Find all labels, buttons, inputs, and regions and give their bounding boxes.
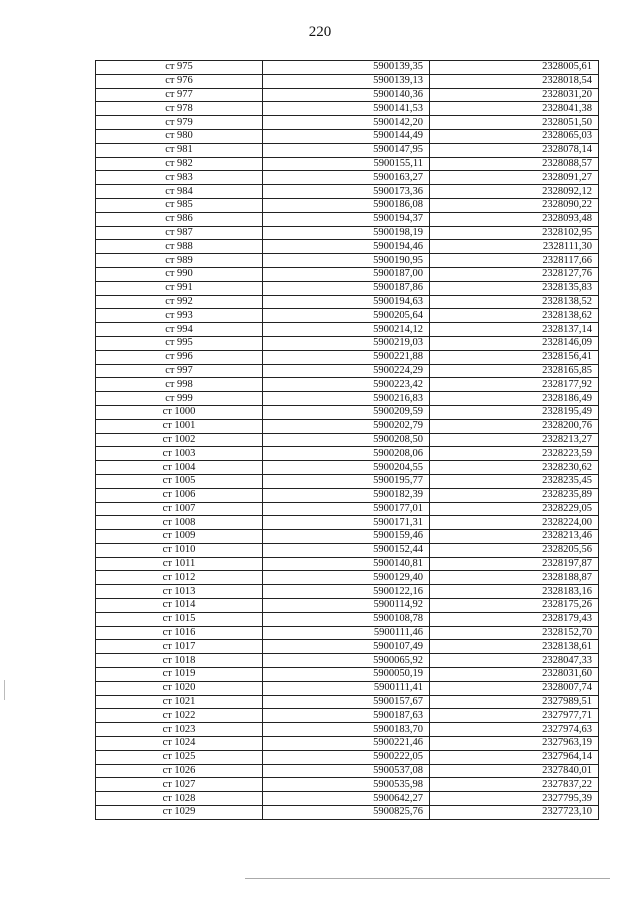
table-row <box>96 654 599 668</box>
y-coordinate-cell: 2328078,14 <box>430 143 599 157</box>
y-coordinate-cell: 2328146,09 <box>430 336 599 350</box>
table-row <box>96 102 599 116</box>
x-coordinate-cell: 5900050,19 <box>263 668 430 682</box>
table-row <box>96 116 599 130</box>
point-name-cell: ст 1005 <box>96 474 263 488</box>
table-row <box>96 571 599 585</box>
point-name-cell: ст 982 <box>96 157 263 171</box>
y-coordinate-cell: 2328188,87 <box>430 571 599 585</box>
table-row <box>96 226 599 240</box>
x-coordinate-cell: 5900139,35 <box>263 61 430 75</box>
y-coordinate-cell: 2328223,59 <box>430 447 599 461</box>
y-coordinate-cell: 2327723,10 <box>430 806 599 820</box>
x-coordinate-cell: 5900173,36 <box>263 185 430 199</box>
x-coordinate-cell: 5900171,31 <box>263 516 430 530</box>
point-name-cell: ст 984 <box>96 185 263 199</box>
point-name-cell: ст 992 <box>96 295 263 309</box>
table-row <box>96 61 599 75</box>
x-coordinate-cell: 5900219,03 <box>263 336 430 350</box>
x-coordinate-cell: 5900537,08 <box>263 764 430 778</box>
point-name-cell: ст 1015 <box>96 612 263 626</box>
table-row <box>96 792 599 806</box>
x-coordinate-cell: 5900187,86 <box>263 281 430 295</box>
x-coordinate-cell: 5900222,05 <box>263 750 430 764</box>
y-coordinate-cell: 2328205,56 <box>430 543 599 557</box>
y-coordinate-cell: 2327977,71 <box>430 709 599 723</box>
x-coordinate-cell: 5900159,46 <box>263 530 430 544</box>
x-coordinate-cell: 5900216,83 <box>263 392 430 406</box>
table-row <box>96 185 599 199</box>
point-name-cell: ст 975 <box>96 61 263 75</box>
y-coordinate-cell: 2328197,87 <box>430 557 599 571</box>
table-row <box>96 198 599 212</box>
x-coordinate-cell: 5900141,53 <box>263 102 430 116</box>
point-name-cell: ст 1012 <box>96 571 263 585</box>
table-row <box>96 254 599 268</box>
table-row <box>96 764 599 778</box>
table-row <box>96 295 599 309</box>
x-coordinate-cell: 5900114,92 <box>263 599 430 613</box>
table-row <box>96 488 599 502</box>
table-row <box>96 626 599 640</box>
x-coordinate-cell: 5900107,49 <box>263 640 430 654</box>
point-name-cell: ст 1000 <box>96 405 263 419</box>
point-name-cell: ст 1019 <box>96 668 263 682</box>
x-coordinate-cell: 5900111,46 <box>263 626 430 640</box>
y-coordinate-cell: 2328117,66 <box>430 254 599 268</box>
y-coordinate-cell: 2328156,41 <box>430 350 599 364</box>
x-coordinate-cell: 5900140,36 <box>263 88 430 102</box>
point-name-cell: ст 1024 <box>96 737 263 751</box>
point-name-cell: ст 994 <box>96 323 263 337</box>
point-name-cell: ст 1026 <box>96 764 263 778</box>
x-coordinate-cell: 5900183,70 <box>263 723 430 737</box>
y-coordinate-cell: 2328091,27 <box>430 171 599 185</box>
table-row <box>96 143 599 157</box>
table-row <box>96 88 599 102</box>
table-row <box>96 392 599 406</box>
point-name-cell: ст 979 <box>96 116 263 130</box>
point-name-cell: ст 997 <box>96 364 263 378</box>
table-row <box>96 543 599 557</box>
y-coordinate-cell: 2328195,49 <box>430 405 599 419</box>
y-coordinate-cell: 2328186,49 <box>430 392 599 406</box>
x-coordinate-cell: 5900205,64 <box>263 309 430 323</box>
point-name-cell: ст 988 <box>96 240 263 254</box>
table-row <box>96 599 599 613</box>
y-coordinate-cell: 2328138,61 <box>430 640 599 654</box>
table-row <box>96 433 599 447</box>
y-coordinate-cell: 2328175,26 <box>430 599 599 613</box>
point-name-cell: ст 985 <box>96 198 263 212</box>
y-coordinate-cell: 2328092,12 <box>430 185 599 199</box>
x-coordinate-cell: 5900190,95 <box>263 254 430 268</box>
table-row <box>96 309 599 323</box>
y-coordinate-cell: 2328229,05 <box>430 502 599 516</box>
x-coordinate-cell: 5900155,11 <box>263 157 430 171</box>
point-name-cell: ст 987 <box>96 226 263 240</box>
table-row <box>96 612 599 626</box>
point-name-cell: ст 976 <box>96 74 263 88</box>
y-coordinate-cell: 2328213,27 <box>430 433 599 447</box>
x-coordinate-cell: 5900209,59 <box>263 405 430 419</box>
y-coordinate-cell: 2328088,57 <box>430 157 599 171</box>
point-name-cell: ст 977 <box>96 88 263 102</box>
y-coordinate-cell: 2327840,01 <box>430 764 599 778</box>
point-name-cell: ст 1027 <box>96 778 263 792</box>
x-coordinate-cell: 5900204,55 <box>263 461 430 475</box>
y-coordinate-cell: 2328031,60 <box>430 668 599 682</box>
point-name-cell: ст 983 <box>96 171 263 185</box>
table-row <box>96 129 599 143</box>
x-coordinate-cell: 5900223,42 <box>263 378 430 392</box>
y-coordinate-cell: 2327795,39 <box>430 792 599 806</box>
x-coordinate-cell: 5900177,01 <box>263 502 430 516</box>
x-coordinate-cell: 5900152,44 <box>263 543 430 557</box>
x-coordinate-cell: 5900642,27 <box>263 792 430 806</box>
y-coordinate-cell: 2328224,00 <box>430 516 599 530</box>
y-coordinate-cell: 2328138,62 <box>430 309 599 323</box>
x-coordinate-cell: 5900163,27 <box>263 171 430 185</box>
x-coordinate-cell: 5900157,67 <box>263 695 430 709</box>
x-coordinate-cell: 5900186,08 <box>263 198 430 212</box>
x-coordinate-cell: 5900221,88 <box>263 350 430 364</box>
point-name-cell: ст 1007 <box>96 502 263 516</box>
table-row <box>96 723 599 737</box>
x-coordinate-cell: 5900194,63 <box>263 295 430 309</box>
table-row <box>96 530 599 544</box>
y-coordinate-cell: 2328090,22 <box>430 198 599 212</box>
x-coordinate-cell: 5900187,63 <box>263 709 430 723</box>
point-name-cell: ст 978 <box>96 102 263 116</box>
y-coordinate-cell: 2328213,46 <box>430 530 599 544</box>
table-row <box>96 640 599 654</box>
table-row <box>96 585 599 599</box>
table-row <box>96 474 599 488</box>
x-coordinate-cell: 5900194,46 <box>263 240 430 254</box>
point-name-cell: ст 989 <box>96 254 263 268</box>
x-coordinate-cell: 5900194,37 <box>263 212 430 226</box>
y-coordinate-cell: 2327837,22 <box>430 778 599 792</box>
table-row <box>96 502 599 516</box>
point-name-cell: ст 1013 <box>96 585 263 599</box>
point-name-cell: ст 1017 <box>96 640 263 654</box>
point-name-cell: ст 998 <box>96 378 263 392</box>
x-coordinate-cell: 5900140,81 <box>263 557 430 571</box>
x-coordinate-cell: 5900208,50 <box>263 433 430 447</box>
table-row <box>96 323 599 337</box>
y-coordinate-cell: 2328230,62 <box>430 461 599 475</box>
point-name-cell: ст 1025 <box>96 750 263 764</box>
point-name-cell: ст 1016 <box>96 626 263 640</box>
table-row <box>96 516 599 530</box>
table-row <box>96 419 599 433</box>
point-name-cell: ст 1006 <box>96 488 263 502</box>
x-coordinate-cell: 5900221,46 <box>263 737 430 751</box>
table-row <box>96 240 599 254</box>
table-row <box>96 668 599 682</box>
point-name-cell: ст 1009 <box>96 530 263 544</box>
point-name-cell: ст 1003 <box>96 447 263 461</box>
point-name-cell: ст 1022 <box>96 709 263 723</box>
table-row <box>96 378 599 392</box>
table-row <box>96 447 599 461</box>
x-coordinate-cell: 5900108,78 <box>263 612 430 626</box>
table-row <box>96 74 599 88</box>
y-coordinate-cell: 2328177,92 <box>430 378 599 392</box>
x-coordinate-cell: 5900195,77 <box>263 474 430 488</box>
x-coordinate-cell: 5900825,76 <box>263 806 430 820</box>
point-name-cell: ст 1014 <box>96 599 263 613</box>
y-coordinate-cell: 2328183,16 <box>430 585 599 599</box>
table-row <box>96 737 599 751</box>
x-coordinate-cell: 5900224,29 <box>263 364 430 378</box>
table-row <box>96 267 599 281</box>
point-name-cell: ст 1028 <box>96 792 263 806</box>
x-coordinate-cell: 5900122,16 <box>263 585 430 599</box>
y-coordinate-cell: 2327963,19 <box>430 737 599 751</box>
y-coordinate-cell: 2328235,89 <box>430 488 599 502</box>
coordinates-table-body <box>96 61 599 820</box>
point-name-cell: ст 981 <box>96 143 263 157</box>
point-name-cell: ст 1001 <box>96 419 263 433</box>
table-row <box>96 461 599 475</box>
table-row <box>96 157 599 171</box>
y-coordinate-cell: 2328007,74 <box>430 681 599 695</box>
y-coordinate-cell: 2328018,54 <box>430 74 599 88</box>
page-number: 220 <box>308 24 332 40</box>
bottom-rule <box>245 878 610 879</box>
y-coordinate-cell: 2328127,76 <box>430 267 599 281</box>
point-name-cell: ст 980 <box>96 129 263 143</box>
table-row <box>96 695 599 709</box>
x-coordinate-cell: 5900198,19 <box>263 226 430 240</box>
point-name-cell: ст 999 <box>96 392 263 406</box>
y-coordinate-cell: 2328137,14 <box>430 323 599 337</box>
y-coordinate-cell: 2328111,30 <box>430 240 599 254</box>
x-coordinate-cell: 5900202,79 <box>263 419 430 433</box>
y-coordinate-cell: 2328051,50 <box>430 116 599 130</box>
table-row <box>96 557 599 571</box>
x-coordinate-cell: 5900182,39 <box>263 488 430 502</box>
y-coordinate-cell: 2327974,63 <box>430 723 599 737</box>
y-coordinate-cell: 2328047,33 <box>430 654 599 668</box>
table-row <box>96 750 599 764</box>
y-coordinate-cell: 2328041,38 <box>430 102 599 116</box>
point-name-cell: ст 993 <box>96 309 263 323</box>
point-name-cell: ст 1011 <box>96 557 263 571</box>
point-name-cell: ст 1018 <box>96 654 263 668</box>
x-coordinate-cell: 5900144,49 <box>263 129 430 143</box>
x-coordinate-cell: 5900147,95 <box>263 143 430 157</box>
table-row <box>96 364 599 378</box>
y-coordinate-cell: 2328200,76 <box>430 419 599 433</box>
x-coordinate-cell: 5900142,20 <box>263 116 430 130</box>
point-name-cell: ст 1021 <box>96 695 263 709</box>
x-coordinate-cell: 5900535,98 <box>263 778 430 792</box>
point-name-cell: ст 996 <box>96 350 263 364</box>
point-name-cell: ст 1023 <box>96 723 263 737</box>
table-row <box>96 212 599 226</box>
table-row <box>96 350 599 364</box>
x-coordinate-cell: 5900065,92 <box>263 654 430 668</box>
table-row <box>96 681 599 695</box>
table-row <box>96 171 599 185</box>
y-coordinate-cell: 2327964,14 <box>430 750 599 764</box>
point-name-cell: ст 1008 <box>96 516 263 530</box>
y-coordinate-cell: 2328031,20 <box>430 88 599 102</box>
point-name-cell: ст 991 <box>96 281 263 295</box>
point-name-cell: ст 995 <box>96 336 263 350</box>
table-row <box>96 281 599 295</box>
table-row <box>96 405 599 419</box>
y-coordinate-cell: 2328093,48 <box>430 212 599 226</box>
y-coordinate-cell: 2328165,85 <box>430 364 599 378</box>
point-name-cell: ст 990 <box>96 267 263 281</box>
x-coordinate-cell: 5900129,40 <box>263 571 430 585</box>
y-coordinate-cell: 2328102,95 <box>430 226 599 240</box>
point-name-cell: ст 1029 <box>96 806 263 820</box>
point-name-cell: ст 986 <box>96 212 263 226</box>
y-coordinate-cell: 2328138,52 <box>430 295 599 309</box>
table-row <box>96 336 599 350</box>
table-row <box>96 709 599 723</box>
x-coordinate-cell: 5900214,12 <box>263 323 430 337</box>
y-coordinate-cell: 2328235,45 <box>430 474 599 488</box>
x-coordinate-cell: 5900139,13 <box>263 74 430 88</box>
margin-mark <box>4 680 5 700</box>
point-name-cell: ст 1004 <box>96 461 263 475</box>
coordinates-table <box>95 60 599 820</box>
point-name-cell: ст 1010 <box>96 543 263 557</box>
y-coordinate-cell: 2328005,61 <box>430 61 599 75</box>
table-row <box>96 778 599 792</box>
x-coordinate-cell: 5900208,06 <box>263 447 430 461</box>
x-coordinate-cell: 5900111,41 <box>263 681 430 695</box>
point-name-cell: ст 1020 <box>96 681 263 695</box>
y-coordinate-cell: 2328152,70 <box>430 626 599 640</box>
y-coordinate-cell: 2327989,51 <box>430 695 599 709</box>
x-coordinate-cell: 5900187,00 <box>263 267 430 281</box>
y-coordinate-cell: 2328135,83 <box>430 281 599 295</box>
y-coordinate-cell: 2328065,03 <box>430 129 599 143</box>
table-row <box>96 806 599 820</box>
y-coordinate-cell: 2328179,43 <box>430 612 599 626</box>
point-name-cell: ст 1002 <box>96 433 263 447</box>
